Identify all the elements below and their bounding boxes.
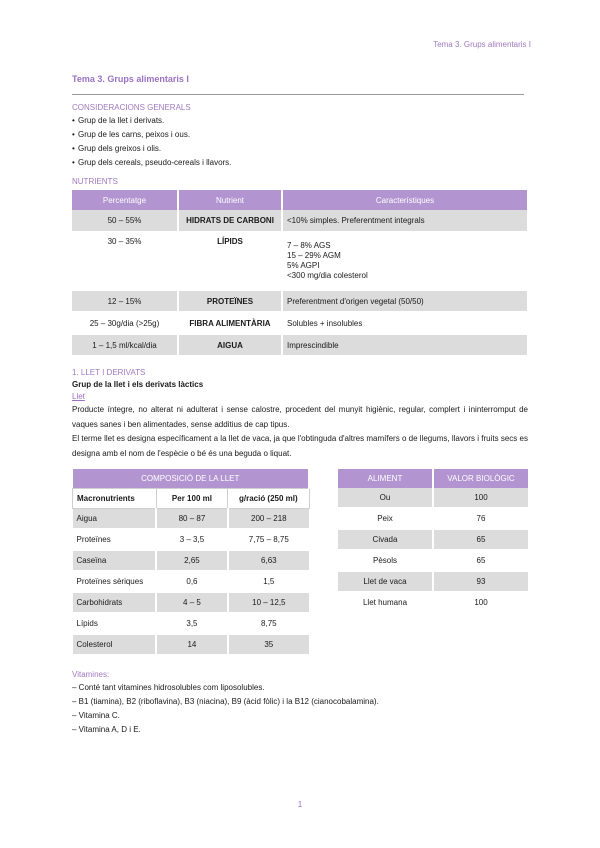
table-cell: 3 – 3,5 xyxy=(156,529,227,550)
general-list xyxy=(72,114,528,170)
table-header-row xyxy=(338,469,528,488)
table-row xyxy=(73,529,310,550)
table-row xyxy=(73,571,310,592)
column-header: Macronutrients xyxy=(73,489,157,509)
section-heading-nutrients: NUTRIENTS xyxy=(72,177,118,186)
table-cell: Lípids xyxy=(73,613,157,634)
table-cell: 1 – 1,5 ml/kcal/dia xyxy=(72,334,178,356)
table-row xyxy=(73,634,310,655)
list-item-text: Grup dels greixos i olis. xyxy=(78,144,162,153)
table-cell: 65 xyxy=(433,550,528,571)
list-item-text: Grup de les carns, peixos i ous. xyxy=(78,130,191,139)
table-cell: FIBRA ALIMENTÀRIA xyxy=(178,312,282,334)
list-item: – B1 (tiamina), B2 (riboflavina), B3 (niacina), B9 (àcid fòlic) i la B12 (cianocobalamina). xyxy=(72,697,379,706)
list-item xyxy=(72,156,528,170)
subheading: Grup de la llet i els derivats làctics xyxy=(72,380,204,389)
page-title: Tema 3. Grups alimentaris I xyxy=(72,74,189,84)
table-cell: 100 xyxy=(433,488,528,508)
table-cell: Peix xyxy=(338,508,433,529)
table-row xyxy=(338,592,528,613)
list-item: – Conté tant vitamines hidrosolubles com liposolubles. xyxy=(72,683,265,692)
nutrients-table xyxy=(72,190,527,357)
table-cell xyxy=(282,232,527,290)
table-cell: Carbohidrats xyxy=(73,592,157,613)
table-cell: Colesterol xyxy=(73,634,157,655)
table-row xyxy=(72,232,527,290)
table-cell: HIDRATS DE CARBONI xyxy=(178,210,282,232)
table-row xyxy=(73,509,310,530)
table-cell: Proteïnes sèriques xyxy=(73,571,157,592)
table-cell: AIGUA xyxy=(178,334,282,356)
milk-tables xyxy=(72,469,528,659)
list-item: – Vitamina C. xyxy=(72,711,120,720)
table-cell: 1,5 xyxy=(228,571,309,592)
table-cell: 35 xyxy=(228,634,309,655)
table-row xyxy=(72,312,527,334)
table-cell: Solubles + insolubles xyxy=(282,312,527,334)
page-number: 1 xyxy=(297,800,303,809)
table-cell: 30 – 35% xyxy=(72,232,178,290)
section-heading-vitamins: Vitamines: xyxy=(72,670,110,679)
bullet-icon: • xyxy=(72,130,75,139)
table-cell: 50 – 55% xyxy=(72,210,178,232)
cell-line: 5% AGPI xyxy=(287,261,320,270)
table-header-row xyxy=(73,469,310,489)
cell-line: 7 – 8% AGS xyxy=(287,241,331,250)
table-cell: 65 xyxy=(433,529,528,550)
table-cell: 93 xyxy=(433,571,528,592)
paragraph: El terme llet es designa específicament a la llet de vaca, ja que l'obtinguda d'altres mamífers o de llegums, llavors i fruits secs es designa amb el nom de l'espècie o bé és una beguda o liquat. xyxy=(72,434,528,458)
column-header: Per 100 ml xyxy=(156,489,227,509)
column-header: ALIMENT xyxy=(338,469,433,488)
table-cell: 4 – 5 xyxy=(156,592,227,613)
table-cell: 0,6 xyxy=(156,571,227,592)
table-cell: <10% simples. Preferentment integrals xyxy=(282,210,527,232)
table-row xyxy=(338,571,528,592)
table-cell: 6,63 xyxy=(228,550,309,571)
table-row xyxy=(72,290,527,312)
table-row xyxy=(338,508,528,529)
list-item: – Vitamina A, D i E. xyxy=(72,725,141,734)
table-header-row xyxy=(72,190,527,210)
bullet-icon: • xyxy=(72,158,75,167)
list-item-text: Grup dels cereals, pseudo-cereals i llavors. xyxy=(78,158,232,167)
title-divider xyxy=(72,94,524,95)
document-body xyxy=(72,102,528,737)
table-row xyxy=(338,488,528,508)
table-cell: 3,5 xyxy=(156,613,227,634)
table-cell: PROTEÏNES xyxy=(178,290,282,312)
table-cell: Proteïnes xyxy=(73,529,157,550)
table-row xyxy=(72,210,527,232)
column-header: Nutrient xyxy=(178,190,282,210)
list-item xyxy=(72,114,528,128)
table-row xyxy=(72,334,527,356)
table-row xyxy=(73,550,310,571)
section-heading-milk: 1. LLET I DERIVATS xyxy=(72,368,146,377)
table-cell: 25 – 30g/dia (>25g) xyxy=(72,312,178,334)
table-cell: 76 xyxy=(433,508,528,529)
list-item xyxy=(72,128,528,142)
table-row xyxy=(73,592,310,613)
bullet-icon: • xyxy=(72,144,75,153)
list-item xyxy=(72,142,528,156)
table-row xyxy=(73,613,310,634)
table-cell: 100 xyxy=(433,592,528,613)
table-cell: Ou xyxy=(338,488,433,508)
running-header: Tema 3. Grups alimentaris I xyxy=(433,40,531,49)
table-cell: 200 – 218 xyxy=(228,509,309,530)
table-subheader-row xyxy=(73,489,310,509)
table-cell: Aigua xyxy=(73,509,157,530)
section-heading-general: CONSIDERACIONS GENERALS xyxy=(72,103,191,112)
column-header: Percentatge xyxy=(72,190,178,210)
bullet-icon: • xyxy=(72,116,75,125)
column-header: g/ració (250 ml) xyxy=(228,489,309,509)
table-cell: Pèsols xyxy=(338,550,433,571)
table-cell: 8,75 xyxy=(228,613,309,634)
biological-value-table xyxy=(338,469,528,614)
table-cell: LÍPIDS xyxy=(178,232,282,290)
table-cell: Caseïna xyxy=(73,550,157,571)
milk-link[interactable]: Llet xyxy=(72,392,85,401)
cell-line: 15 – 29% AGM xyxy=(287,251,341,260)
table-cell: 12 – 15% xyxy=(72,290,178,312)
milk-composition-table xyxy=(72,469,310,656)
table-cell: 2,65 xyxy=(156,550,227,571)
table-cell: 10 – 12,5 xyxy=(228,592,309,613)
table-row xyxy=(338,529,528,550)
table-cell: 7,75 – 8,75 xyxy=(228,529,309,550)
paragraph: Producte íntegre, no alterat ni adulterat i sense calostre, procedent del munyit higiènic, regular, complert i ininterromput de vaques sanes i ben alimentades, sense additius de cap tipus. xyxy=(72,405,528,429)
table-cell: Llet de vaca xyxy=(338,571,433,592)
table-title: COMPOSICIÓ DE LA LLET xyxy=(73,469,310,489)
table-row xyxy=(338,550,528,571)
list-item-text: Grup de la llet i derivats. xyxy=(78,116,165,125)
table-cell: Imprescindible xyxy=(282,334,527,356)
cell-line: <300 mg/dia colesterol xyxy=(287,271,368,280)
table-cell: Preferentment d'origen vegetal (50/50) xyxy=(282,290,527,312)
table-cell: Llet humana xyxy=(338,592,433,613)
table-cell: Civada xyxy=(338,529,433,550)
column-header: Característiques xyxy=(282,190,527,210)
column-header: VALOR BIOLÒGIC xyxy=(433,469,528,488)
table-cell: 14 xyxy=(156,634,227,655)
table-cell: 80 – 87 xyxy=(156,509,227,530)
